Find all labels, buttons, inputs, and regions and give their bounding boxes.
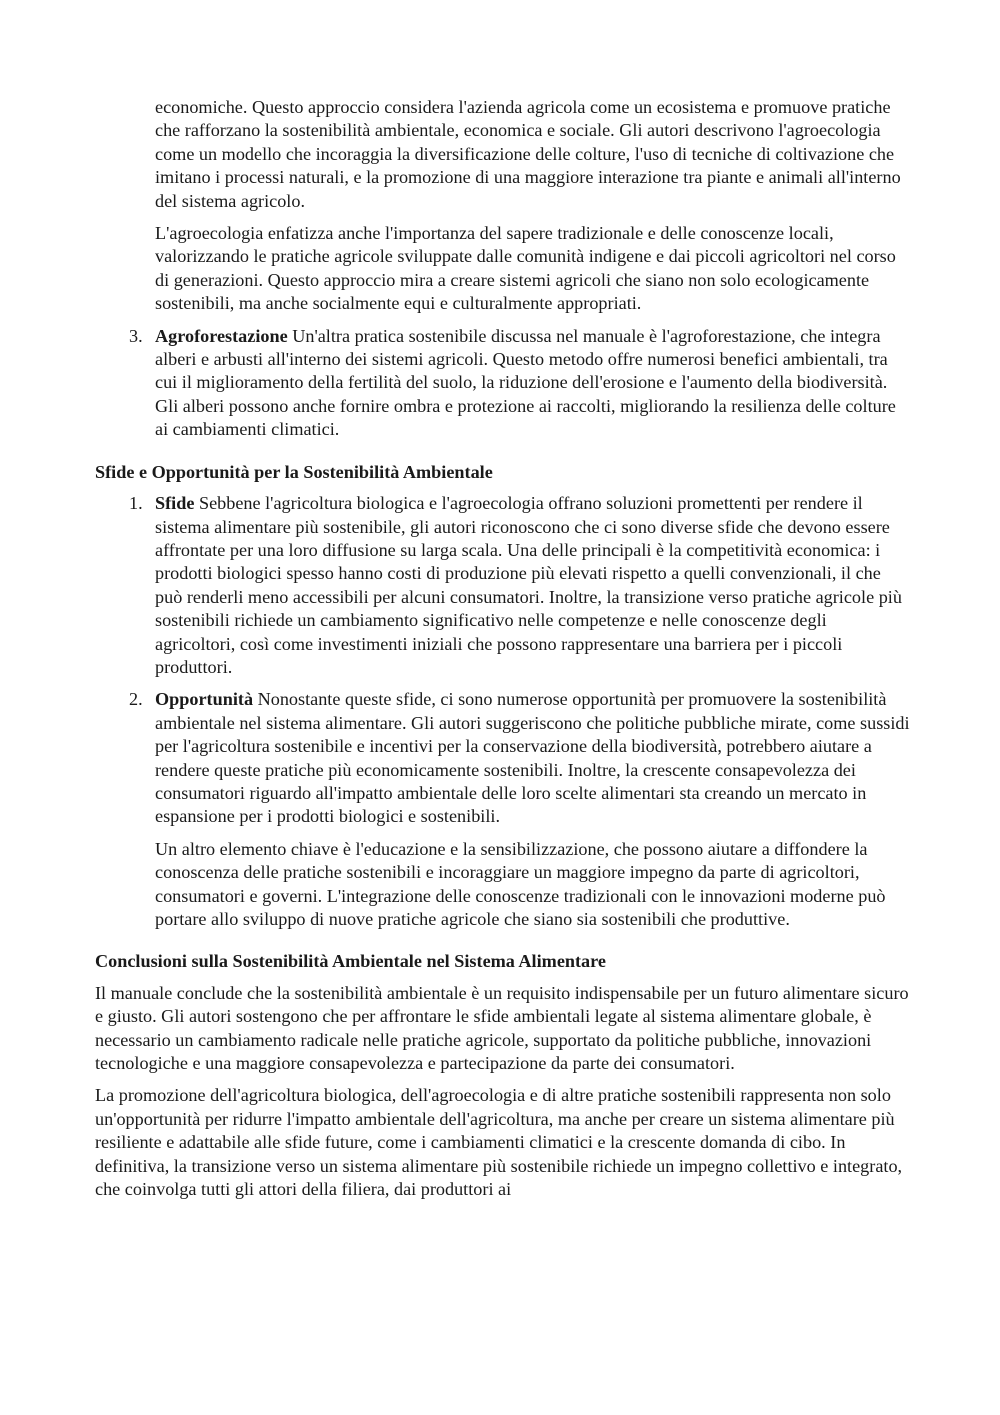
paragraph-agroecology-continued: economiche. Questo approccio considera l'azienda agricola come un ecosistema e promuove pratiche che rafforzano la sostenibilità ambientale, economica e sociale. Gli autori descrivono l'agroecologia come un modello che incoraggia la diversificazione delle colture, l'uso di tecniche di coltivazione che imitano i processi naturali, e la promozione di una maggiore interazione tra piante e animali all'interno del sistema agricolo. bbox=[155, 97, 901, 211]
list-item-title: Opportunità bbox=[155, 689, 254, 710]
list-item-title: Sfide bbox=[155, 493, 195, 514]
list-number: 3. bbox=[129, 325, 143, 346]
list-item-challenges bbox=[129, 492, 910, 679]
paragraph-conclusion-2: La promozione dell'agricoltura biologica, dell'agroecologia e di altre pratiche sostenibili rappresenta non solo un'opportunità per ridurre l'impatto ambientale dell'agricoltura, ma anche per creare un sistema alimentare più resiliente e adattabile alle sfide future, come i cambiamenti climatici e la crescente domanda di cibo. In definitiva, la transizione verso un sistema alimentare più sostenibile richiede un impegno collettivo e integrato, che coinvolga tutti gli attori della filiera, dai produttori ai bbox=[95, 1085, 903, 1200]
section-heading-conclusions: Conclusioni sulla Sostenibilità Ambientale nel Sistema Alimentare bbox=[95, 951, 606, 972]
list-item-title: Agroforestazione bbox=[155, 325, 288, 346]
list-item-agroforestry bbox=[129, 325, 910, 442]
list-number: 1. bbox=[129, 493, 143, 514]
section-heading-challenges: Sfide e Opportunità per la Sostenibilità Ambientale bbox=[95, 461, 493, 482]
paragraph-education: Un altro elemento chiave è l'educazione e la sensibilizzazione, che possono aiutare a diffondere la conoscenza delle pratiche sostenibili e incoraggiare un maggiore impegno da parte di agricoltori, consumatori e governi. L'integrazione delle conoscenze tradizionali con le innovazioni moderne può portare allo sviluppo di nuove pratiche agricole che siano sia sostenibili che produttive. bbox=[155, 838, 886, 929]
list-item-text: Sebbene l'agricoltura biologica e l'agroecologia offrano soluzioni promettenti per rendere il sistema alimentare più sostenibile, gli autori riconoscono che ci sono diverse sfide che devono essere affrontate per una loro diffusione su larga scala. Una delle principali è la competitività economica: i prodotti biologici spesso hanno costi di produzione più elevati rispetto a quelli convenzionali, il che può renderli meno accessibili per alcuni consumatori. Inoltre, la transizione verso pratiche agricole più sostenibili richiede un cambiamento significativo nelle competenze e nelle conoscenze degli agricoltori, così come investimenti iniziali che possono rappresentare una barriera per i piccoli produttori. bbox=[155, 493, 902, 677]
paragraph-conclusion-1: Il manuale conclude che la sostenibilità ambientale è un requisito indispensabile per un futuro alimentare sicuro e giusto. Gli autori sostengono che per affrontare le sfide ambientali legate al sistema alimentare globale, è necessario un cambiamento radicale nelle pratiche agricole, supportato da politiche pubbliche, innovazioni tecnologiche e una maggiore consapevolezza e partecipazione da parte dei consumatori. bbox=[95, 982, 909, 1074]
paragraph-traditional-knowledge: L'agroecologia enfatizza anche l'importanza del sapere tradizionale e delle conoscenze locali, valorizzando le pratiche agricole sviluppate dalle comunità indigene e dai piccoli agricoltori nel corso di generazioni. Questo approccio mira a creare sistemi agricoli che siano non solo ecologicamente sostenibili, ma anche socialmente equi e culturalmente appropriati. bbox=[155, 223, 896, 314]
document-page bbox=[95, 96, 910, 1201]
list-item-opportunities bbox=[129, 688, 910, 828]
list-item-text: Un'altra pratica sostenibile discussa nel manuale è l'agroforestazione, che integra alberi e arbusti all'interno dei sistemi agricoli. Questo metodo offre numerosi benefici ambientali, tra cui il miglioramento della fertilità del suolo, la riduzione dell'erosione e l'aumento della biodiversità. Gli alberi possono anche fornire ombra e protezione ai raccolti, migliorando la resilienza delle colture ai cambiamenti climatici. bbox=[155, 325, 896, 440]
list-item-text: Nonostante queste sfide, ci sono numerose opportunità per promuovere la sostenibilità ambientale nel sistema alimentare. Gli autori suggeriscono che politiche pubbliche mirate, come sussidi per l'agricoltura sostenibile e incentivi per la conservazione della biodiversità, potrebbero aiutare a rendere queste pratiche più economicamente sostenibili. Inoltre, la crescente consapevolezza dei consumatori riguardo all'impatto ambientale delle loro scelte alimentari sta creando un mercato in espansione per i prodotti biologici e sostenibili. bbox=[155, 689, 910, 827]
list-number: 2. bbox=[129, 689, 143, 710]
